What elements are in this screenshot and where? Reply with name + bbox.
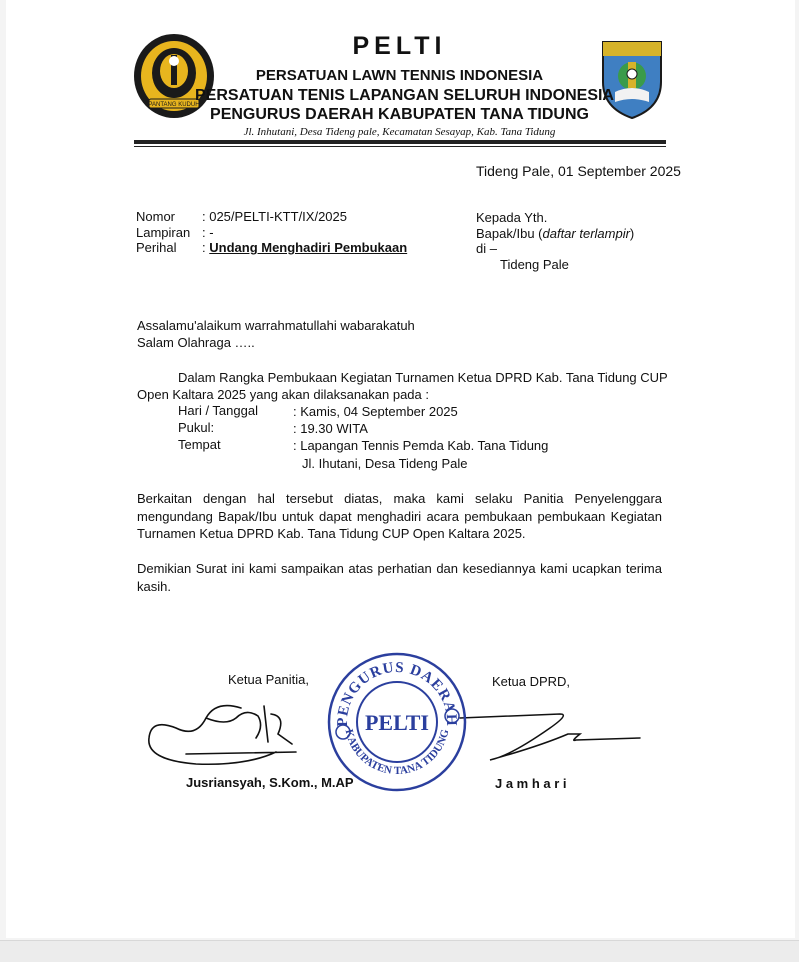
- recipient-line4: Tideng Pale: [500, 257, 569, 272]
- intro-line2: Open Kaltara 2025 yang akan dilaksanakan pada :: [137, 387, 429, 402]
- detail-value-time: : 19.30 WITA: [293, 421, 368, 436]
- recipient-line3: di –: [476, 241, 497, 256]
- perihal-colon: :: [202, 240, 206, 255]
- paragraph-2: Berkaitan dengan hal tersebut diatas, maka kami selaku Panitia Penyelenggara mengundang Bapak/Ibu untuk dapat menghadiri acara pembukaan pembukaan Kegiatan Turnamen Ketua DPRD Kab. Tana Tidung CUP Open Kaltara 2025.: [137, 491, 662, 541]
- stamp-center-text: PELTI: [364, 710, 430, 735]
- stamp-top-text: PENGURUS DAERAH: [334, 659, 460, 727]
- recipient-suffix: ): [629, 226, 635, 241]
- intro-line1: Dalam Rangka Pembukaan Kegiatan Turnamen Ketua DPRD Kab. Tana Tidung CUP: [178, 370, 668, 385]
- left-signature: [146, 698, 306, 773]
- detail-value-place-line2: Jl. Ihutani, Desa Tideng Pale: [302, 456, 468, 471]
- detail-label-date: Hari / Tanggal: [178, 403, 258, 418]
- pelti-stamp: [325, 650, 470, 795]
- right-sign-title: Ketua DPRD,: [492, 674, 571, 689]
- letterhead-org-line1: PERSATUAN LAWN TENNIS INDONESIA: [255, 67, 544, 84]
- right-sign-name: J a m h a r i: [495, 776, 567, 791]
- stamp-bottom-text: KABUPATEN TANA TIDUNG: [342, 728, 452, 778]
- lampiran-value: : -: [202, 225, 214, 240]
- detail-label-place: Tempat: [178, 437, 221, 452]
- greeting-line2: Salam Olahraga …..: [137, 335, 255, 350]
- left-sign-title: Ketua Panitia,: [228, 672, 309, 687]
- left-sign-name: Jusriansyah, S.Kom., M.AP: [186, 775, 354, 790]
- recipient-italic: daftar terlampir: [542, 226, 630, 241]
- viewer-bottom-bar: [0, 940, 799, 962]
- perihal-value-row: [202, 240, 407, 255]
- perihal-label: Perihal: [136, 240, 177, 255]
- letterhead-title: PELTI: [352, 32, 447, 60]
- letterhead-divider-thin: [134, 146, 666, 147]
- detail-label-time: Pukul:: [178, 420, 215, 435]
- nomor-label: Nomor: [136, 209, 176, 224]
- recipient-line1: Kepada Yth.: [476, 210, 548, 225]
- recipient-prefix: Bapak/Ibu (: [476, 226, 543, 241]
- letterhead-org-line2: PERSATUAN TENIS LAPANGAN SELURUH INDONESIA: [195, 87, 614, 104]
- letterhead-org-line3: PENGURUS DAERAH KABUPATEN TANA TIDUNG: [210, 106, 589, 123]
- right-signature: [450, 706, 645, 766]
- left-logo-caption: PANTANG KUDUH: [148, 102, 200, 108]
- paragraph-3: Demikian Surat ini kami sampaikan atas perhatian dan kesediannya kami ucapkan terima kasih.: [137, 561, 662, 594]
- perihal-value: Undang Menghadiri Pembukaan: [209, 240, 408, 255]
- lampiran-label: Lampiran: [136, 225, 191, 240]
- letter-date: Tideng Pale, 01 September 2025: [476, 163, 681, 179]
- recipient-line2: [476, 225, 634, 242]
- letterhead-address: Jl. Inhutani, Desa Tideng pale, Kecamatan Sesayap, Kab. Tana Tidung: [243, 126, 556, 138]
- detail-value-date: : Kamis, 04 September 2025: [293, 404, 458, 419]
- detail-value-place: : Lapangan Tennis Pemda Kab. Tana Tidung: [293, 438, 549, 453]
- letterhead-divider: [134, 140, 666, 144]
- greeting-line1: Assalamu'alaikum warrahmatullahi wabarakatuh: [137, 318, 415, 333]
- nomor-value: : 025/PELTI-KTT/IX/2025: [202, 209, 347, 224]
